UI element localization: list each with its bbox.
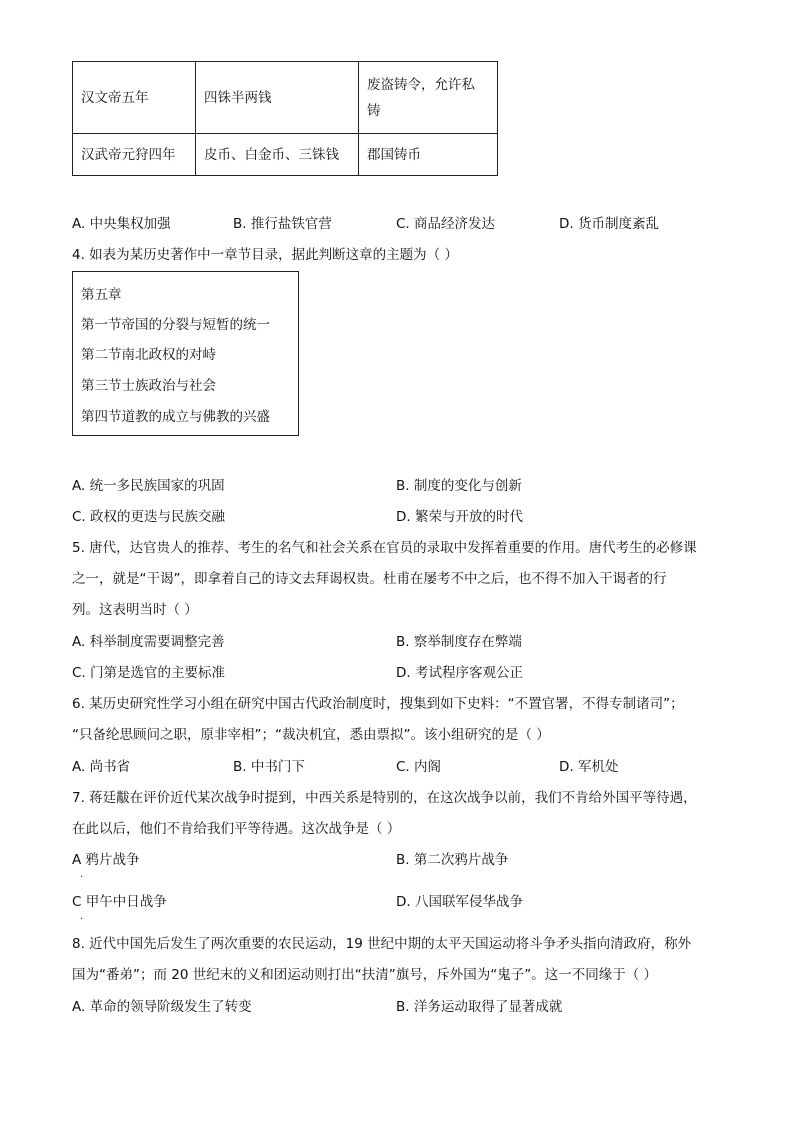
table-cell: 汉文帝五年 [73,62,196,134]
q4-option-c[interactable]: C. 政权的更迭与民族交融 [72,509,226,525]
toc-line: 第四节道教的成立与佛教的兴盛 [81,409,270,425]
table-row [73,62,498,134]
q5-stem-line: 5. 唐代，达官贵人的推荐、考生的名气和社会关系在官员的录取中发挥着重要的作用。唐代考生的必修课 [72,540,697,556]
q5-option-a[interactable]: A. 科举制度需要调整完善 [72,634,225,650]
table-cell-line: 废盗铸令，允许私 [367,76,475,93]
chapter-toc-box [72,271,299,436]
q3-option-a[interactable]: A. 中央集权加强 [72,216,171,232]
table-cell: 皮币、白金币、三铢钱 [196,134,359,176]
table-cell [359,62,498,134]
q7-stem-line: 在此以后，他们不肯给我们平等待遇。这次战争是（ ） [72,821,401,837]
q5-stem-line: 之一，就是“干谒”，即拿着自己的诗文去拜谒权贵。杜甫在屡考不中之后，也不得不加入干谒者的行 [72,571,667,587]
toc-line: 第二节南北政权的对峙 [81,347,216,363]
q6-stem-line: “只备纶思顾问之职，原非宰相”；“裁决机宜，悉由票拟”。该小组研究的是（ ） [72,727,550,743]
table-cell: 郡国铸币 [359,134,498,176]
q3-option-d[interactable]: D. 货币制度紊乱 [559,216,659,232]
q4-option-a[interactable]: A. 统一多民族国家的巩固 [72,478,225,494]
q3-option-c[interactable]: C. 商品经济发达 [396,216,496,232]
q4-option-d[interactable]: D. 繁荣与开放的时代 [396,509,523,525]
q5-option-b[interactable]: B. 察举制度存在弊端 [396,634,522,650]
toc-line: 第三节士族政治与社会 [81,378,216,394]
q7-option-d[interactable]: D. 八国联军侵华战争 [396,894,523,910]
q7-stem-line: 7. 蒋廷黻在评价近代某次战争时提到，中西关系是特别的，在这次战争以前，我们不肯给外国平等待遇， [72,790,697,806]
q5-option-c[interactable]: C. 门第是选官的主要标准 [72,665,226,681]
q8-option-b[interactable]: B. 洋务运动取得了显著成就 [396,999,563,1015]
toc-line: 第一节帝国的分裂与短暂的统一 [81,317,270,333]
q7-option-c[interactable]: C 甲午中日战争 [72,894,167,910]
q7-option-a[interactable]: A 鸦片战争 [72,852,140,868]
q6-option-a[interactable]: A. 尚书省 [72,759,131,775]
q6-option-c[interactable]: C. 内阁 [396,759,442,775]
q7-option-a-mark: . [80,869,84,880]
q4-stem: 4. 如表为某历史著作中一章节目录，据此判断这章的主题为（ ） [72,247,458,263]
table-cell: 四铢半两钱 [196,62,359,134]
q8-stem-line: 国为“番弟”；而 20 世纪末的义和团运动则打出“扶清”旗号，斥外国为“鬼子”。这一不同缘于（ ） [72,967,658,983]
q7-option-b[interactable]: B. 第二次鸦片战争 [396,852,509,868]
q5-option-d[interactable]: D. 考试程序客观公正 [396,665,523,681]
q7-option-c-mark: . [80,911,84,922]
table-row [73,134,498,176]
q8-option-a[interactable]: A. 革命的领导阶级发生了转变 [72,999,252,1015]
q6-option-d[interactable]: D. 军机处 [559,759,619,775]
q6-option-b[interactable]: B. 中书门下 [233,759,305,775]
table-cell: 汉武帝元狩四年 [73,134,196,176]
toc-line: 第五章 [81,287,122,303]
q8-stem-line: 8. 近代中国先后发生了两次重要的农民运动，19 世纪中期的太平天国运动将斗争矛头指向清政府，称外 [72,936,692,952]
table-cell-line: 铸 [367,102,381,119]
q4-option-b[interactable]: B. 制度的变化与创新 [396,478,522,494]
q6-stem-line: 6. 某历史研究性学习小组在研究中国古代政治制度时，搜集到如下史料：“不置官署，不得专制诸司”； [72,696,684,712]
currency-policy-table [72,61,498,176]
q5-stem-line: 列。这表明当时（ ） [72,602,198,618]
q3-option-b[interactable]: B. 推行盐铁官营 [233,216,332,232]
